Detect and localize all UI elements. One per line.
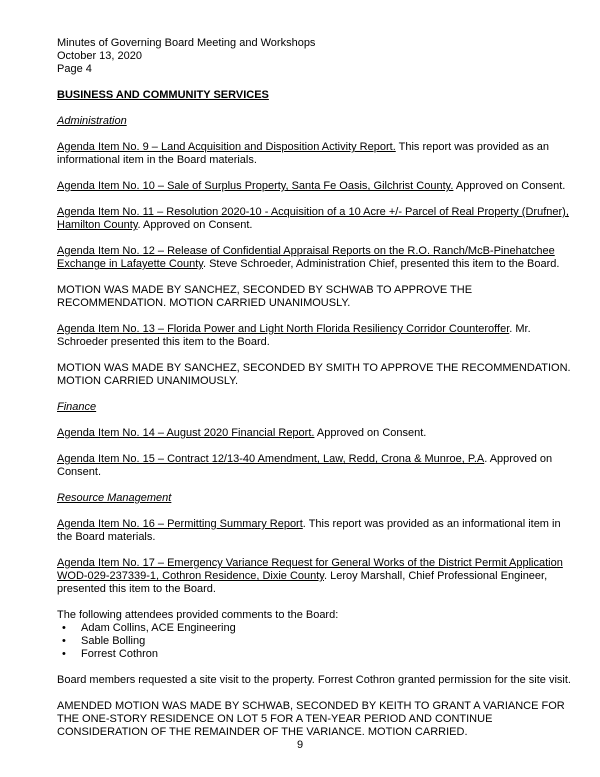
header-date: October 13, 2020 — [57, 50, 143, 62]
agenda-item-9-text: This report was provided as an informational item in the Board materials. — [57, 141, 550, 166]
document-page — [57, 37, 577, 739]
agenda-item-10 — [57, 180, 577, 193]
attendees-list — [57, 622, 577, 661]
header-title: Minutes of Governing Board Meeting and Workshops — [57, 37, 316, 49]
agenda-item-13-title: Agenda Item No. 13 – Florida Power and Light North Florida Resiliency Corridor Counteroffer — [57, 323, 510, 335]
agenda-item-9 — [57, 141, 577, 167]
agenda-item-16-text: . This report was provided as an informational item in the Board materials. — [57, 518, 561, 543]
list-item: • Adam Collins, ACE Engineering — [81, 622, 577, 635]
agenda-item-16 — [57, 518, 577, 544]
agenda-item-12-title: Agenda Item No. 12 – Release of Confidential Appraisal Reports on the R.O. Ranch/McB-Pinehatchee Exchange in Lafayette County — [57, 245, 555, 270]
motion-1: MOTION WAS MADE BY SANCHEZ, SECONDED BY SCHWAB TO APPROVE THE RECOMMENDATION. MOTION CARRIED UNANIMOUSLY. — [57, 284, 473, 309]
attendees-intro: The following attendees provided comments to the Board: — [57, 609, 339, 621]
finance-heading: Finance — [57, 401, 97, 413]
agenda-item-11-text: . Approved on Consent. — [137, 219, 253, 231]
administration-heading: Administration — [57, 115, 127, 127]
header-page: Page 4 — [57, 63, 92, 75]
agenda-item-11 — [57, 206, 577, 232]
page-header — [57, 37, 577, 76]
agenda-item-17 — [57, 557, 577, 596]
agenda-item-14 — [57, 427, 577, 440]
motion-3: AMENDED MOTION WAS MADE BY SCHWAB, SECONDED BY KEITH TO GRANT A VARIANCE FOR THE ONE-STORY RESIDENCE ON LOT 5 FOR A TEN-YEAR PERIOD AND CONTINUE CONSIDERATION OF THE REMAINDER OF THE VARIANCE. MOTION CARRIED. — [57, 700, 565, 738]
site-visit-note: Board members requested a site visit to the property. Forrest Cothron granted permission for the site visit. — [57, 674, 571, 686]
motion-2: MOTION WAS MADE BY SANCHEZ, SECONDED BY SMITH TO APPROVE THE RECOMMENDATION. MOTION CARRIED UNANIMOUSLY. — [57, 362, 571, 387]
page-number: 9 — [296, 739, 304, 751]
list-item: • Sable Bolling — [81, 635, 577, 648]
list-item: • Forrest Cothron — [81, 648, 577, 661]
agenda-item-12 — [57, 245, 577, 271]
agenda-item-15-text: . Approved on Consent. — [57, 453, 553, 478]
agenda-item-16-title: Agenda Item No. 16 – Permitting Summary Report — [57, 518, 303, 530]
agenda-item-11-title: Agenda Item No. 11 – Resolution 2020-10 - Acquisition of a 10 Acre +/- Parcel of Real Property (Drufner), Hamilton County — [57, 206, 569, 231]
agenda-item-9-title: Agenda Item No. 9 – Land Acquisition and Disposition Activity Report. — [57, 141, 396, 153]
agenda-item-14-title: Agenda Item No. 14 – August 2020 Financial Report. — [57, 427, 315, 439]
agenda-item-15 — [57, 453, 577, 479]
agenda-item-13-text: . Mr. Schroeder presented this item to the Board. — [57, 323, 531, 348]
agenda-item-17-text: . Leroy Marshall, Chief Professional Engineer, presented this item to the Board. — [57, 570, 548, 595]
agenda-item-17-title: Agenda Item No. 17 – Emergency Variance Request for General Works of the District Permit Application WOD-029-237339-1, Cothron Residence, Dixie County — [57, 557, 563, 582]
agenda-item-13 — [57, 323, 577, 349]
section-title: BUSINESS AND COMMUNITY SERVICES — [57, 89, 269, 101]
resource-management-heading: Resource Management — [57, 492, 172, 504]
agenda-item-14-text: Approved on Consent. — [314, 427, 427, 439]
agenda-item-10-title: Agenda Item No. 10 – Sale of Surplus Property, Santa Fe Oasis, Gilchrist County. — [57, 180, 454, 192]
agenda-item-10-text: Approved on Consent. — [453, 180, 566, 192]
agenda-item-12-text: . Steve Schroeder, Administration Chief, presented this item to the Board. — [202, 258, 560, 270]
agenda-item-15-title: Agenda Item No. 15 – Contract 12/13-40 Amendment, Law, Redd, Crona & Munroe, P.A — [57, 453, 485, 465]
